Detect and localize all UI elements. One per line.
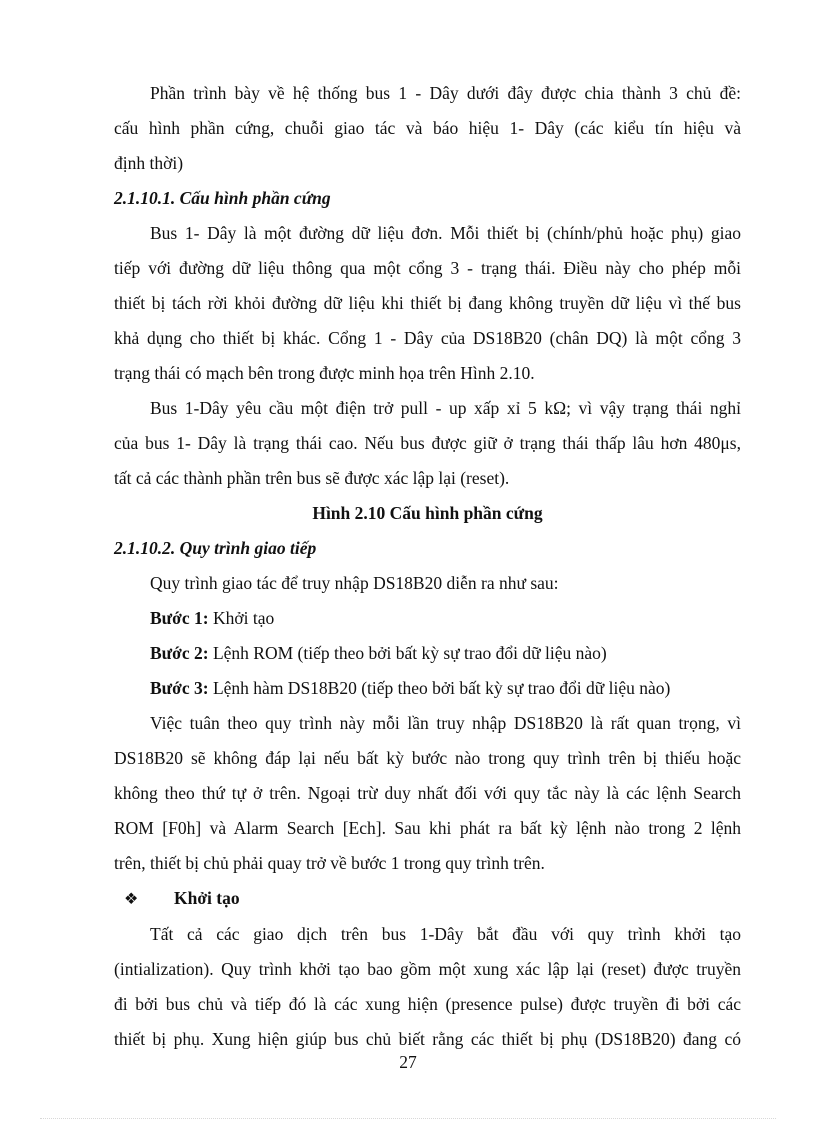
intro-line-1: Phần trình bày về hệ thống bus 1 - Dây dưới đây được chia thành 3 chủ đề: <box>150 83 741 103</box>
step-3 <box>114 671 741 706</box>
paragraph-line: khả dụng cho thiết bị khác. Cổng 1 - Dây của DS18B20 (chân DQ) là một cổng 3 <box>114 328 741 348</box>
bullet-heading <box>114 881 741 917</box>
procedure-intro: Quy trình giao tác để truy nhập DS18B20 diễn ra như sau: <box>150 573 559 593</box>
step-text: Lệnh ROM (tiếp theo bởi bất kỳ sự trao đổi dữ liệu nào) <box>208 643 607 663</box>
paragraph-line: Tất cả các giao dịch trên bus 1-Dây bắt đầu với quy trình khởi tạo <box>150 924 741 944</box>
intro-line-2: cấu hình phần cứng, chuỗi giao tác và báo hiệu 1- Dây (các kiểu tín hiệu và <box>114 118 741 138</box>
step-label: Bước 2: <box>150 643 209 663</box>
paragraph-line: Bus 1-Dây yêu cầu một điện trở pull - up xấp xỉ 5 kΩ; vì vậy trạng thái nghỉ <box>150 398 741 418</box>
diamond-bullet-icon: ❖ <box>124 891 139 908</box>
step-text: Lệnh hàm DS18B20 (tiếp theo bởi bất kỳ sự trao đổi dữ liệu nào) <box>208 678 671 698</box>
paragraph-line: Bus 1- Dây là một đường dữ liệu đơn. Mỗi thiết bị (chính/phủ hoặc phụ) giao <box>150 223 741 243</box>
paragraph-line: tiếp với đường dữ liệu thông qua một cổng 3 - trạng thái. Điều này cho phép mỗi <box>114 258 741 278</box>
paragraph-line: không theo thứ tự ở trên. Ngoại trừ duy nhất đối với quy tắc này là các lệnh Search <box>114 783 741 803</box>
step-text: Khởi tạo <box>208 608 275 628</box>
paragraph-line: tất cả các thành phần trên bus sẽ được xác lập lại (reset). <box>114 468 510 488</box>
intro-line-3: định thời) <box>114 153 184 173</box>
page-number: 27 <box>399 1052 417 1072</box>
figure-caption: Hình 2.10 Cấu hình phần cứng <box>312 503 543 523</box>
step-label: Bước 1: <box>150 608 209 628</box>
paragraph-line: của bus 1- Dây là trạng thái cao. Nếu bus được giữ ở trạng thái thấp lâu hơn 480μs, <box>114 433 741 453</box>
section-heading-hardware: 2.1.10.1. Cấu hình phần cứng <box>114 188 331 208</box>
paragraph-line: đi bởi bus chủ và tiếp đó là các xung hiện (presence pulse) được truyền đi bởi các <box>114 994 741 1014</box>
paragraph-line: (intialization). Quy trình khởi tạo bao gồm một xung xác lập lại (reset) được truyền <box>114 959 741 979</box>
step-label: Bước 3: <box>150 678 209 698</box>
step-1 <box>114 601 741 636</box>
paragraph-line: ROM [F0h] và Alarm Search [Ech]. Sau khi phát ra bất kỳ lệnh nào trong 2 lệnh <box>114 818 741 838</box>
paragraph-line: Việc tuân theo quy trình này mỗi lần truy nhập DS18B20 là rất quan trọng, vì <box>150 713 741 733</box>
paragraph-line: DS18B20 sẽ không đáp lại nếu bất kỳ bước nào trong quy trình trên bị thiếu hoặc <box>114 748 741 768</box>
bullet-label: Khởi tạo <box>174 888 240 908</box>
page-footer-divider <box>40 1118 776 1119</box>
document-page <box>114 76 741 1057</box>
paragraph-line: trên, thiết bị chủ phải quay trở về bước 1 trong quy trình trên. <box>114 853 545 873</box>
paragraph-line: thiết bị tách rời khỏi đường dữ liệu khi thiết bị đang không truyền dữ liệu vì thế bus <box>114 293 741 313</box>
step-2 <box>114 636 741 671</box>
paragraph-line: trạng thái có mạch bên trong được minh họa trên Hình 2.10. <box>114 363 535 383</box>
paragraph-line: thiết bị phụ. Xung hiện giúp bus chủ biết rằng các thiết bị phụ (DS18B20) đang có <box>114 1029 741 1049</box>
section-heading-communication: 2.1.10.2. Quy trình giao tiếp <box>114 538 317 558</box>
